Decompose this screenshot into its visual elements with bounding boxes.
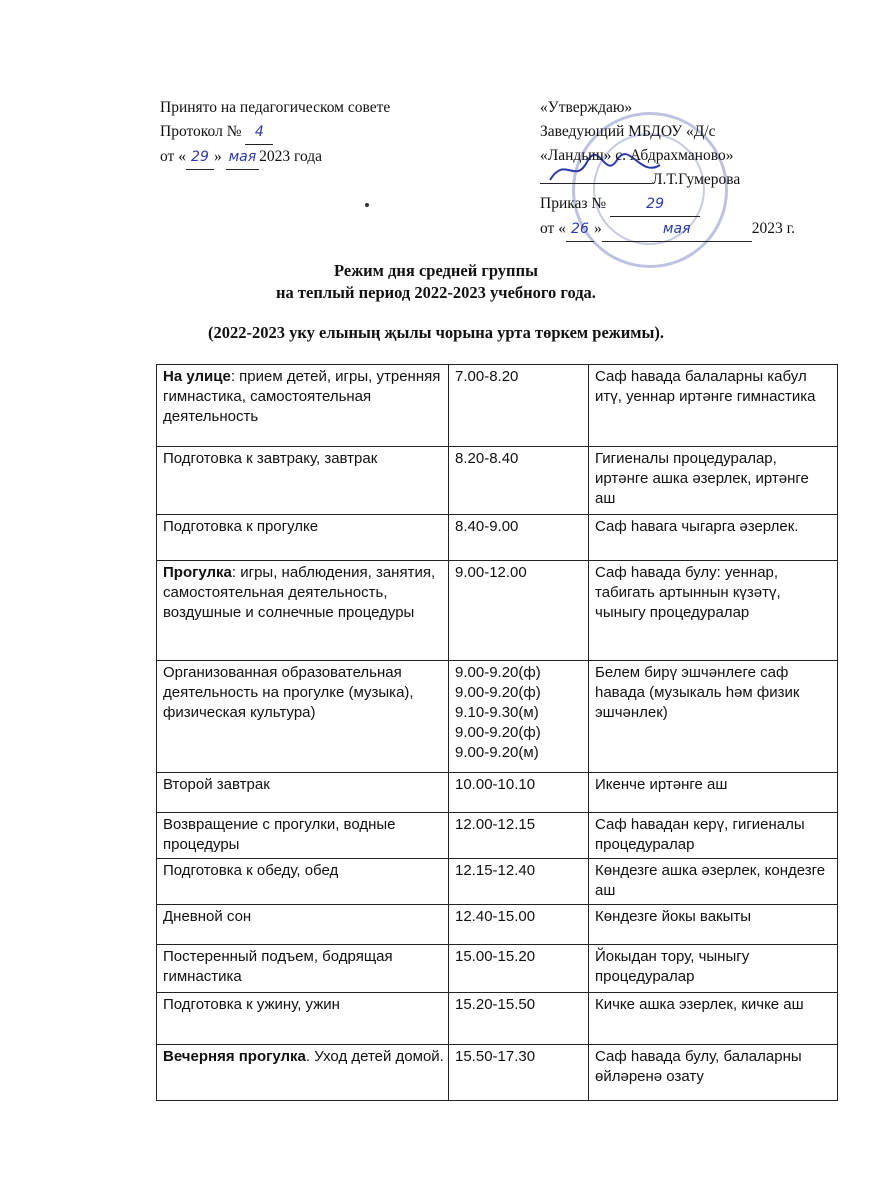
activity-cell [157,515,449,561]
activity-text: : прием детей, игры, утренняя гимнастика, самостоятельная деятельность [163,368,441,425]
activity-cell [157,365,449,447]
council-date-month: мая [228,149,257,165]
schedule-row [157,661,838,773]
time-cell: 12.00-12.15 [449,813,589,859]
protocol-label: Протокол № [160,123,242,140]
tatar-description-cell: Саф һавада балаларны кабул итү, уеннар иртәнге гимнастика [589,365,838,447]
activity-text: Подготовка к ужину, ужин [163,996,340,1013]
daily-schedule-table [156,364,838,1101]
approval-block-right [540,96,840,242]
activity-cell [157,773,449,813]
activity-text: Подготовка к завтраку, завтрак [163,450,378,467]
tatar-description-cell: Йокыдан тору, чыныгу процедуралар [589,945,838,993]
activity-text: Подготовка к обеду, обед [163,862,339,879]
schedule-row [157,515,838,561]
scan-speck [365,203,369,207]
time-cell: 15.00-15.20 [449,945,589,993]
activity-cell [157,905,449,945]
tatar-description-cell: Гигиеналы процедуралар, иртәнге ашка әзерлек, иртәнге аш [589,447,838,515]
council-date-suffix: 2023 года [259,148,323,165]
activity-cell [157,447,449,515]
activity-text: Подготовка к прогулке [163,518,319,535]
organization-name: «Ландыш» с. Абдрахманово» [540,147,734,164]
tatar-description-cell: Саф һавадан керү, гигиеналы процедуралар [589,813,838,859]
activity-cell [157,661,449,773]
order-date-suffix: 2023 г. [751,220,796,237]
document-subtitle: на теплый период 2022-2023 учебного года. [276,283,596,302]
activity-cell [157,561,449,661]
time-cell: 12.15-12.40 [449,859,589,905]
tatar-description-cell: Көндезге ашка әзерлек, кондезге аш [589,859,838,905]
time-cell: 15.20-15.50 [449,993,589,1045]
time-cell: 8.20-8.40 [449,447,589,515]
order-date-day: 26 [571,221,589,237]
time-cell: 12.40-15.00 [449,905,589,945]
time-cell: 10.00-10.10 [449,773,589,813]
order-line [540,192,840,217]
schedule-row [157,993,838,1045]
approve-label: «Утверждаю» [540,99,633,116]
signature-line [540,168,840,192]
time-cell: 9.00-12.00 [449,561,589,661]
protocol-number: 4 [254,124,264,140]
activity-cell [157,859,449,905]
time-cell: 8.40-9.00 [449,515,589,561]
activity-text: . Уход детей домой. [305,1048,444,1065]
tatar-description-cell: Саф һавада булу, балаларны өйләренә озату [589,1045,838,1101]
document-title: Режим дня средней группы [334,261,538,280]
order-date-prefix: от « [540,220,566,237]
activity-cell [157,993,449,1045]
schedule-row [157,813,838,859]
schedule-row [157,365,838,447]
activity-text: Дневной сон [163,908,252,925]
council-line: Принято на педагогическом совете [160,99,391,116]
activity-cell [157,813,449,859]
schedule-row [157,905,838,945]
schedule-row [157,945,838,993]
tatar-description-cell: Икенче иртәнге аш [589,773,838,813]
tatar-description-cell: Көндезге йокы вакыты [589,905,838,945]
schedule-row [157,561,838,661]
council-date-line [160,145,480,170]
schedule-row [157,447,838,515]
approval-block-left [160,96,480,170]
order-date-mid: » [593,220,602,237]
time-cell: 9.00-9.20(ф) 9.00-9.20(ф) 9.10-9.30(м) 9.00-9.20(ф) 9.00-9.20(м) [449,661,589,773]
order-date-line [540,217,840,242]
order-label: Приказ № [540,195,607,212]
schedule-row [157,773,838,813]
activity-bold: На улице [163,368,231,385]
activity-cell [157,1045,449,1101]
schedule-row [157,1045,838,1101]
activity-text: Второй завтрак [163,776,270,793]
date-mid: » [213,148,222,165]
head-name: Л.Т.Гумерова [652,171,741,188]
head-position: Заведующий МБДОУ «Д/с [540,123,716,140]
activity-bold: Прогулка [163,564,232,581]
time-cell: 15.50-17.30 [449,1045,589,1101]
activity-text: Возвращение с прогулки, водные процедуры [163,816,396,853]
date-prefix: от « [160,148,186,165]
tatar-description-cell: Белем бирү эшчәнлеге саф һавада (музыкаль һәм физик эшчәнлек) [589,661,838,773]
time-cell: 7.00-8.20 [449,365,589,447]
document-title-tatar: (2022-2023 уку елының җылы чорына урта төркем режимы). [207,323,665,342]
council-date-day: 29 [191,149,209,165]
protocol-line [160,120,480,145]
activity-bold: Вечерняя прогулка [163,1048,306,1065]
order-date-month: мая [662,221,691,237]
activity-text: Организованная образовательная деятельность на прогулке (музыка), физическая культура) [163,664,414,721]
tatar-description-cell: Кичке ашка эзерлек, кичке аш [589,993,838,1045]
tatar-description-cell: Саф һавага чыгарга әзерлек. [589,515,838,561]
order-number: 29 [646,196,664,212]
activity-text: Постеренный подъем, бодрящая гимнастика [163,948,393,985]
tatar-description-cell: Саф һавада булу: уеннар, табигать артыннын күзәтү, чыныгу процедуралар [589,561,838,661]
activity-cell [157,945,449,993]
schedule-row [157,859,838,905]
activity-text: : игры, наблюдения, занятия, самостоятельная деятельность, воздушные и солнечные процедуры [163,564,436,621]
